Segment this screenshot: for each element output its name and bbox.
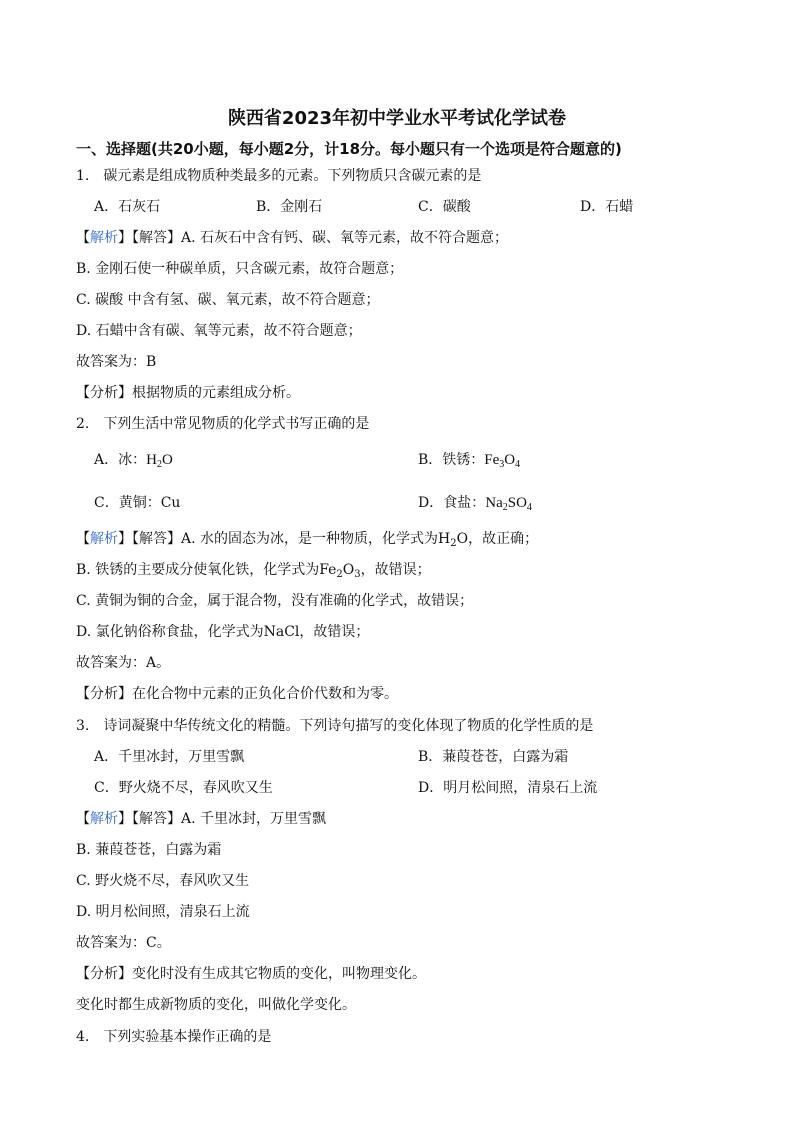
q1-option-c: C．碳酸 — [418, 199, 471, 215]
q1-line-d: D. 石蜡中含有碳、氧等元素，故不符合题意； — [76, 323, 362, 339]
q2-answer: 故答案为：A。 — [76, 655, 171, 671]
q1-jiexi-text: 【解答】A. 石灰石中含有钙、碳、氧等元素，故不符合题意； — [132, 230, 509, 246]
q1-fenxi-text: 根据物质的元素组成分析。 — [132, 385, 300, 401]
q3-analysis: 【解析】【解答】A. 千里冰封，万里雪飘 — [76, 811, 327, 827]
q1-line-b: B. 金刚石使一种碳单质，只含碳元素，故符合题意； — [76, 261, 404, 277]
formula-fe3o4: $Fe_3O_4$ — [484, 452, 521, 470]
q3-option-b: B．蒹葭苍苍，白露为霜 — [418, 749, 569, 765]
q1-analysis: 【解析】【解答】A. 石灰石中含有钙、碳、氧等元素，故不符合题意； — [76, 230, 509, 246]
question-2-stem: 2. 下列生活中常见物质的化学式书写正确的是 — [76, 416, 370, 432]
jiexi-tag: 解析 — [90, 811, 118, 827]
q2-option-a-label: A．冰： — [94, 452, 147, 468]
q3-extra: 变化时都生成新物质的变化，叫做化学变化。 — [76, 997, 356, 1013]
q2-line-b-part2: O — [342, 562, 355, 578]
q3-option-a: A．千里冰封，万里雪飘 — [94, 749, 245, 765]
q3-answer: 故答案为：C。 — [76, 935, 171, 951]
q2-fenxi-text: 在化合物中元素的正负化合价代数和为零。 — [132, 686, 398, 702]
q1-answer: 故答案为：B — [76, 354, 157, 370]
q1-fenxi: 【分析】根据物质的元素组成分析。 — [76, 385, 300, 401]
q2-option-a — [94, 450, 173, 470]
question-3-stem: 3. 诗词凝聚中华传统文化的精髓。下列诗句描写的变化体现了物质的化学性质的是 — [76, 718, 594, 734]
question-1-stem: 1. 碳元素是组成物质种类最多的元素。下列物质只含碳元素的是 — [76, 168, 482, 184]
q3-fenxi-text: 变化时没有生成其它物质的变化，叫物理变化。 — [132, 966, 426, 982]
question-4-stem: 4. 下列实验基本操作正确的是 — [76, 1029, 272, 1045]
section-heading: 一、选择题(共20小题，每小题2分，计18分。每小题只有一个选项是符合题意的) — [76, 140, 622, 158]
q2-line-b: B. 铁锈的主要成分使氧化铁，化学式为$Fe_2O_3$，故错误； — [76, 562, 431, 580]
q2-analysis: 【解析】【解答】A. 水的固态为冰，是一种物质，化学式为$H_2O$，故正确； — [76, 531, 539, 549]
q2-line-d: D. 氯化钠俗称食盐，化学式为NaCl，故错误； — [76, 624, 370, 640]
q2-option-c: C．黄铜：Cu — [94, 495, 181, 511]
q2-option-d — [418, 493, 532, 513]
formula-h2o: $H_2O$ — [146, 452, 173, 470]
q2-jiexi-a: 【解答】A. 水的固态为冰，是一种物质，化学式为H — [132, 531, 451, 547]
q3-option-c: C．野火烧不尽，春风吹又生 — [94, 780, 273, 796]
fenxi-tag: 分析 — [90, 966, 118, 982]
q2-line-b-part3: ，故错误； — [360, 562, 431, 578]
q3-line-d: D. 明月松间照，清泉石上流 — [76, 904, 250, 920]
q1-option-a: A．石灰石 — [94, 199, 161, 215]
q1-option-d: D．石蜡 — [580, 199, 634, 215]
fenxi-tag: 分析 — [90, 385, 118, 401]
q1-line-c: C. 碳酸 中含有氢、碳、氧元素，故不符合题意； — [76, 292, 380, 308]
q3-line-b: B. 蒹葭苍苍，白露为霜 — [76, 842, 222, 858]
fenxi-tag: 分析 — [90, 686, 118, 702]
q2-line-b-part1: B. 铁锈的主要成分使氧化铁，化学式为Fe — [76, 562, 337, 578]
q2-option-d-label: D．食盐： — [418, 495, 486, 511]
q2-option-b — [418, 450, 520, 470]
jiexi-tag: 解析 — [90, 531, 118, 547]
q2-option-b-label: B．铁锈： — [418, 452, 485, 468]
q2-line-c: C. 黄铜为铜的合金，属于混合物，没有准确的化学式，故错误； — [76, 593, 474, 609]
q2-fenxi: 【分析】在化合物中元素的正负化合价代数和为零。 — [76, 686, 398, 702]
q3-jiexi-text: 【解答】A. 千里冰封，万里雪飘 — [132, 811, 327, 827]
page-title: 陕西省2023年初中学业水平考试化学试卷 — [227, 108, 567, 129]
q3-line-c: C. 野火烧不尽，春风吹又生 — [76, 873, 250, 889]
q2-jiexi-b: O，故正确； — [456, 531, 539, 547]
jiexi-tag: 解析 — [90, 230, 118, 246]
q3-option-d: D．明月松间照，清泉石上流 — [418, 780, 598, 796]
q1-option-b: B．金刚石 — [256, 199, 323, 215]
formula-na2so4: $Na_2SO_4$ — [485, 495, 532, 513]
q3-fenxi: 【分析】变化时没有生成其它物质的变化，叫物理变化。 — [76, 966, 426, 982]
